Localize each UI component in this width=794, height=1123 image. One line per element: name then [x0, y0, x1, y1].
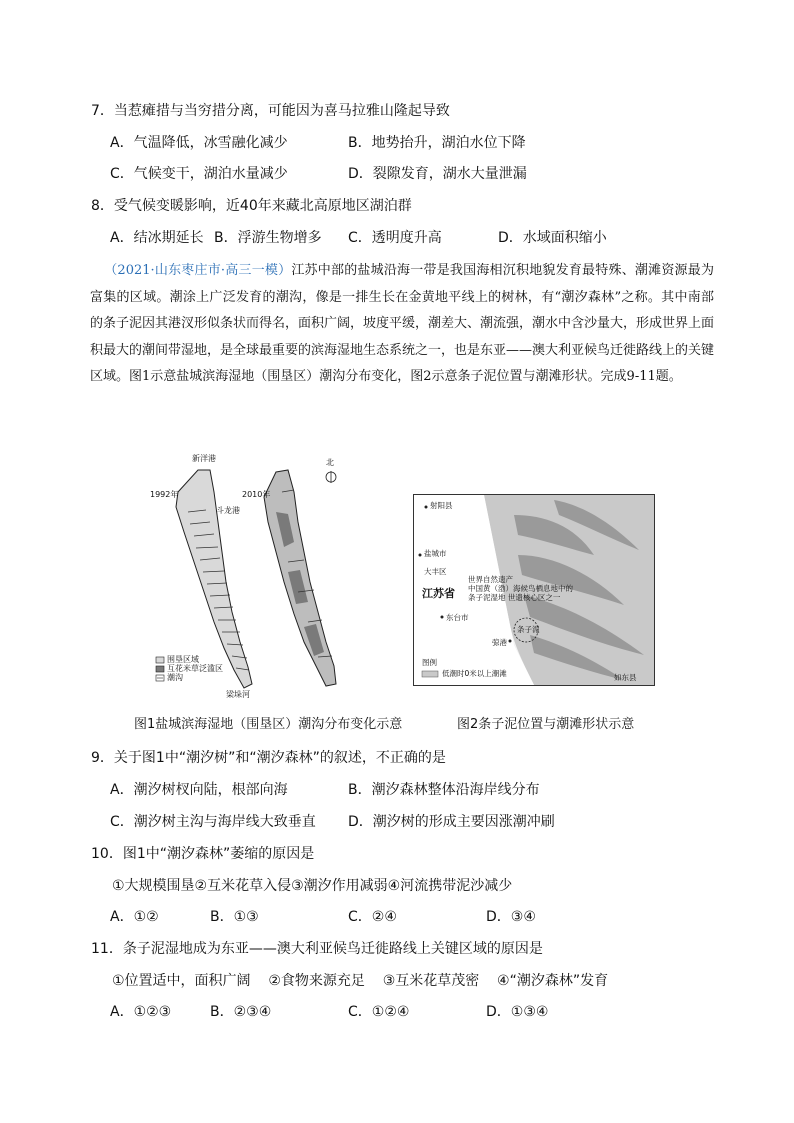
- q8-option-c: C．透明度升高: [348, 230, 442, 246]
- q7-option-c: C．气候变干，湖泊水量减少: [110, 166, 288, 182]
- q9-stem: 9．关于图1中“潮汐树”和“潮汐森林”的叙述，不正确的是: [91, 750, 446, 766]
- legend-reclaimed: 围垦区域: [167, 655, 199, 664]
- q11-option-d: D．①③④: [486, 1004, 549, 1020]
- q7-option-b: B．地势抬升，湖泊水位下降: [348, 135, 526, 151]
- q11-option-a: A．①②③: [110, 1004, 172, 1020]
- label-dafeng: 大丰区: [424, 567, 447, 576]
- label-dongtai: 东台市: [446, 613, 469, 622]
- q10-option-c: C．②④: [348, 909, 397, 925]
- label-xugang: 弶港: [492, 638, 507, 647]
- label-sheyang: 射阳县: [430, 501, 453, 510]
- label-liangduo-river: 梁垛河: [226, 690, 250, 699]
- q11-items: ①位置适中，面积广阔 ②食物来源充足 ③互米花草茂密 ④“潮汐森林”发育: [112, 973, 609, 989]
- passage: [90, 258, 714, 391]
- figure-1-map: [148, 452, 348, 702]
- q9-option-b: B．潮汐森林整体沿海岸线分布: [348, 782, 540, 798]
- legend-tidal-flat: 低潮时0米以上潮滩: [442, 669, 507, 678]
- q9-option-d: D．潮汐树的形成主要因涨潮冲刷: [348, 814, 555, 830]
- q9-option-c: C．潮汐树主沟与海岸线大致垂直: [110, 814, 316, 830]
- label-heritage-3: 条子泥湿地 世遗核心区之一: [468, 593, 561, 602]
- passage-text: 江苏中部的盐城沿海一带是我国海相沉积地貌发育最特殊、潮滩资源最为富集的区域。潮涂上广泛发育的潮沟，像是一排生长在金黄地平线上的树林，有“潮汐森林”之称。其中南部的条子泥因其港汊形似条状而得名，面积广阔，坡度平缓，潮差大、潮流强，潮水中含沙量大，形成世界上面积最大的潮间带湿地，是全球最重要的滨海湿地生态系统之一，也是东亚——澳大利亚候鸟迁徙路线上的关键区域。图1示意盐城滨海湿地（围垦区）潮沟分布变化，图2示意条子泥位置与潮滩形状。完成9-11题。: [90, 263, 715, 384]
- q11-stem: 11．条子泥湿地成为东亚——澳大利亚候鸟迁徙路线上关键区域的原因是: [91, 941, 543, 957]
- q10-items: ①大规模围垦②互米花草入侵③潮汐作用减弱④河流携带泥沙减少: [112, 878, 513, 894]
- q8-option-a: A．结冰期延长: [110, 230, 204, 246]
- figure-1-caption: 图1盐城滨海湿地（围垦区）潮沟分布变化示意: [134, 717, 403, 732]
- label-rudong: 如东县: [614, 673, 637, 682]
- label-2010: 2010年: [242, 490, 271, 499]
- label-heritage-2: 中国黄（渤）海候鸟栖息地中的: [468, 584, 573, 593]
- q7-option-d: D．裂隙发育，湖水大量泄漏: [348, 166, 527, 182]
- label-jiangsu: 江苏省: [422, 587, 455, 600]
- label-xinyang-port: 新洋港: [192, 454, 216, 463]
- q10-option-a: A．①②: [110, 909, 159, 925]
- label-doulong-port: 斗龙港: [216, 506, 240, 515]
- label-tiaozini: 条子泥: [517, 625, 540, 634]
- label-heritage-1: 世界自然遗产: [468, 575, 513, 584]
- label-north: 北: [326, 458, 334, 467]
- q7-stem: 7．当惹瘫措与当穷措分离，可能因为喜马拉雅山隆起导致: [91, 103, 450, 119]
- legend-spartina: 互花米草泛滥区: [167, 664, 223, 673]
- label-1992: 1992年: [150, 490, 179, 499]
- q9-option-a: A．潮汐树杈向陆，根部向海: [110, 782, 288, 798]
- q8-stem: 8．受气候变暖影响，近40年来藏北高原地区湖泊群: [91, 198, 412, 214]
- q8-option-b: B．浮游生物增多: [214, 230, 322, 246]
- label-yancheng: 盐城市: [424, 549, 447, 558]
- legend-title: 图例: [422, 658, 437, 667]
- q7-option-a: A．气温降低，冰雪融化减少: [110, 135, 288, 151]
- figure-2-map: [413, 494, 655, 686]
- q10-option-d: D．③④: [486, 909, 536, 925]
- legend-creek: 潮沟: [167, 673, 183, 682]
- q10-stem: 10．图1中“潮汐森林”萎缩的原因是: [91, 846, 315, 862]
- q11-option-b: B．②③④: [210, 1004, 272, 1020]
- q8-option-d: D．水域面积缩小: [498, 230, 607, 246]
- passage-source: （2021·山东枣庄市·高三一模）: [104, 263, 292, 278]
- figure-2-caption: 图2条子泥位置与潮滩形状示意: [457, 717, 635, 732]
- q11-option-c: C．①②④: [348, 1004, 410, 1020]
- q10-option-b: B．①③: [210, 909, 259, 925]
